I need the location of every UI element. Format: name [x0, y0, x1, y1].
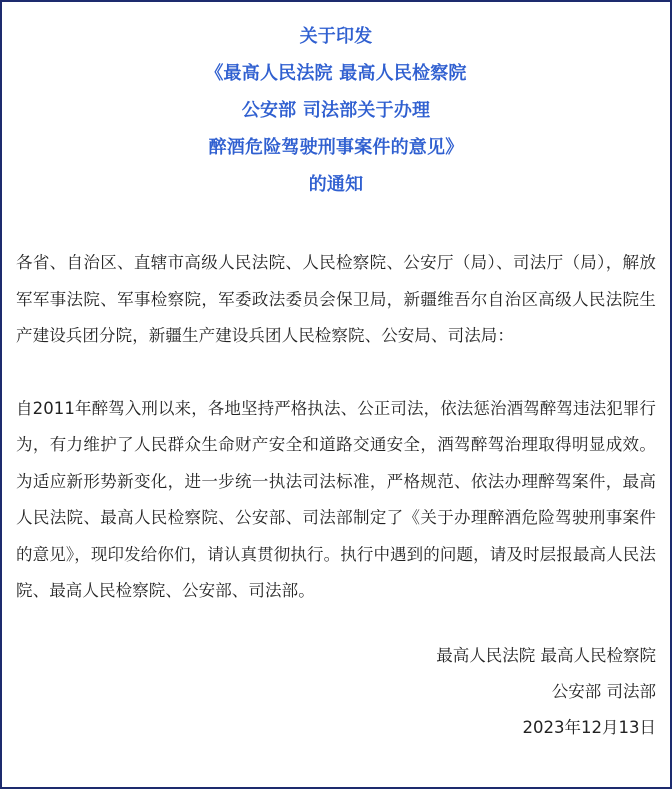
- signature-issuers-line-2: 公安部 司法部: [551, 681, 656, 701]
- title-line-1: 关于印发: [299, 26, 373, 47]
- addressee-paragraph: 各省、自治区、直辖市高级人民法院、人民检察院、公安厅（局）、司法厅（局），解放军军事法院、军事检察院，军委政法委员会保卫局，新疆维吾尔自治区高级人民法院生产建设兵团分院，新疆生产建设兵团人民检察院、公安局、司法局：: [16, 253, 656, 345]
- signature-issuers-line-1: 最高人民法院 最高人民检察院: [436, 645, 656, 665]
- signature-date: 2023年12月13日: [522, 717, 656, 737]
- title-line-4: 醉酒危险驾驶刑事案件的意见》: [208, 137, 464, 158]
- title-line-2: 《最高人民法院 最高人民检察院: [205, 63, 467, 84]
- signature-block: [16, 638, 656, 746]
- notice-title: [16, 2, 656, 203]
- title-line-5: 的通知: [308, 174, 364, 195]
- title-line-3: 公安部 司法部关于办理: [241, 100, 431, 121]
- body-paragraph: 自2011年醉驾入刑以来，各地坚持严格执法、公正司法，依法惩治酒驾醉驾违法犯罪行为，有力维护了人民群众生命财产安全和道路交通安全，酒驾醉驾治理取得明显成效。为适应新形势新变化，进一步统一执法司法标准，严格规范、依法办理醉驾案件，最高人民法院、最高人民检察院、公安部、司法部制定了《关于办理醉酒危险驾驶刑事案件的意见》，现印发给你们，请认真贯彻执行。执行中遇到的问题，请及时层报最高人民法院、最高人民检察院、公安部、司法部。: [16, 398, 656, 600]
